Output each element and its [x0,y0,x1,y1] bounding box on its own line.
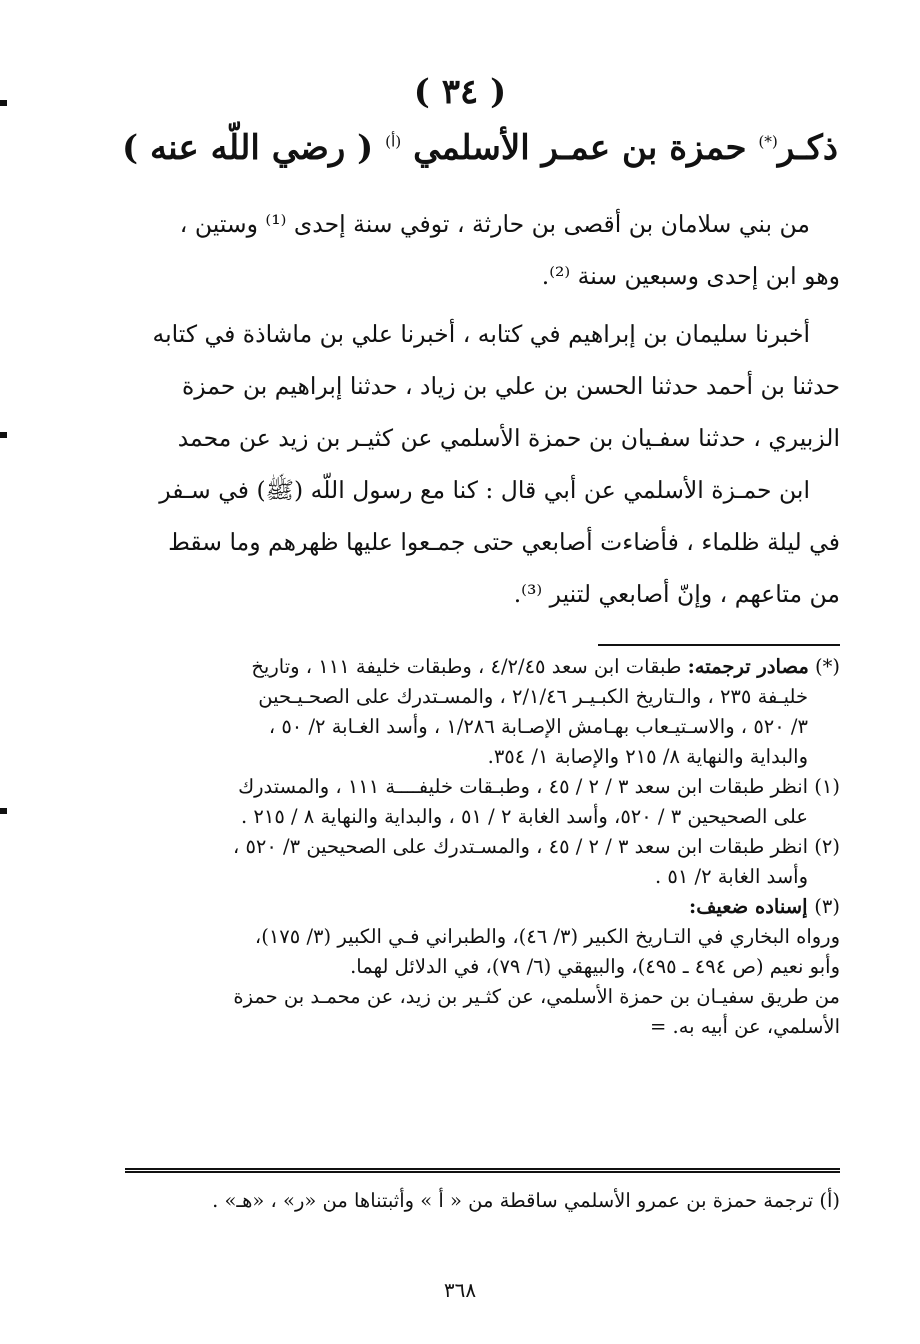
isnad-line: من متاعهم ، وإنّ أصابعي لتنير ⁽³⁾. [513,580,840,608]
intro-paragraph [125,198,840,302]
footnote-3 [125,892,840,922]
title-honorific: ( رضي اللّه عنه ) [122,128,386,168]
footnote-line: وأبو نعيم (ص ٤٩٤ ـ ٤٩٥)، والبيهقي (٦/ ٧٩)، في الدلائل لهما. [350,955,840,978]
footnote-line: ورواه البخاري في التـاريخ الكبير (٣/ ٤٦)، والطبراني فـي الكبير (٣/ ١٧٥)، [254,925,840,948]
footnote-2 [125,832,840,862]
isnad-line: الزبيري ، حدثنا سفـيان بن حمزة الأسلمي عن كثيـر بن زيد عن محمد [177,424,840,452]
intro-line: من بني سلامان بن أقصى بن حارثة ، توفي سنة إحدى ⁽¹⁾ وستين ، [179,210,810,238]
isnad-line: في ليلة ظلماء ، فأضاءت أصابعي حتى جمـعوا عليها ظهرهم وما سقط [168,528,840,556]
footnote-1 [125,772,840,802]
footnotes [125,652,840,1042]
footnote-sources-label: مصادر ترجمته: [687,655,809,678]
footnote-line: والبداية والنهاية ٨/ ٢١٥ والإصابة ١/ ٣٥٤. [487,745,808,768]
footnote-line: ٣/ ٥٢٠ ، والاسـتيـعاب بهـامش الإصـابة ١/٢٨٦ ، وأسد الغـابة ٢/ ٥٠ ، [268,715,808,738]
entry-number: ( ٣٤ ) [413,72,507,112]
title-alif-mark: (أ) [385,132,402,151]
page-number: ٣٦٨ [443,1278,477,1302]
footnote-marker: (*) [815,655,840,678]
title-star-mark: (*) [758,132,778,151]
footnote-3-label: إسناده ضعيف: [689,895,815,918]
isnad-paragraph [125,308,840,620]
footnote-line: الأسلمي، عن أبيه به. = [649,1015,840,1038]
scan-edge-mark [0,432,7,438]
footnote-line: طبقات ابن سعد ٤/٢/٤٥ ، وطبقات خليفة ١١١ ، وتاريخ [251,655,688,678]
footnote-line: وأسد الغابة ٢/ ٥١ . [654,865,808,888]
scan-edge-mark [0,808,7,814]
isnad-line: ابن حمـزة الأسلمي عن أبي قال : كنا مع رسول اللّه (ﷺ) في سـفر [159,476,810,504]
footnote-line: انظر طبقات ابن سعد ٣ / ٢ / ٤٥ ، وطبـقات خليفــــة ١١١ ، والمستدرك [238,775,815,798]
title-dhikr: ذكـر [777,128,838,168]
footnote-marker: (١) [814,775,840,798]
footnote-sources [125,652,840,682]
footnote-line: انظر طبقات ابن سعد ٣ / ٢ / ٤٥ ، والمسـتدرك على الصحيحين ٣/ ٥٢٠ ، [232,835,815,858]
footnote-line: على الصحيحين ٣ / ٥٢٠، وأسد الغابة ٢ / ٥١ ، والبداية والنهاية ٨ / ٢١٥ . [240,805,808,828]
title-name: حمزة بن عمـر الأسلمي [401,128,759,168]
editor-note-separator [125,1168,840,1173]
footnote-line: من طريق سفيـان بن حمزة الأسلمي، عن كثـير بن زيد، عن محمـد بن حمزة [233,985,840,1008]
intro-line: وهو ابن إحدى وسبعين سنة ⁽²⁾. [541,262,840,290]
footnote-marker: (٢) [814,835,840,858]
footnote-line: خليـفة ٢٣٥ ، والـتاريخ الكبـيـر ٢/١/٤٦ ، والمسـتدرك على الصحـيـحين [258,685,808,708]
editor-note: (أ) ترجمة حمزة بن عمرو الأسلمي ساقطة من « أ » وأثبتناها من «ر» ، «هـ» . [212,1189,840,1212]
entry-title [120,128,840,168]
footnote-separator [598,644,840,646]
isnad-line: حدثنا بن أحمد حدثنا الحسن بن علي بن زياد ، حدثنا إبراهيم بن حمزة [181,372,840,400]
footnote-marker: (٣) [814,895,840,918]
isnad-line: أخبرنا سليمان بن إبراهيم في كتابه ، أخبرنا علي بن ماشاذة في كتابه [152,320,810,348]
